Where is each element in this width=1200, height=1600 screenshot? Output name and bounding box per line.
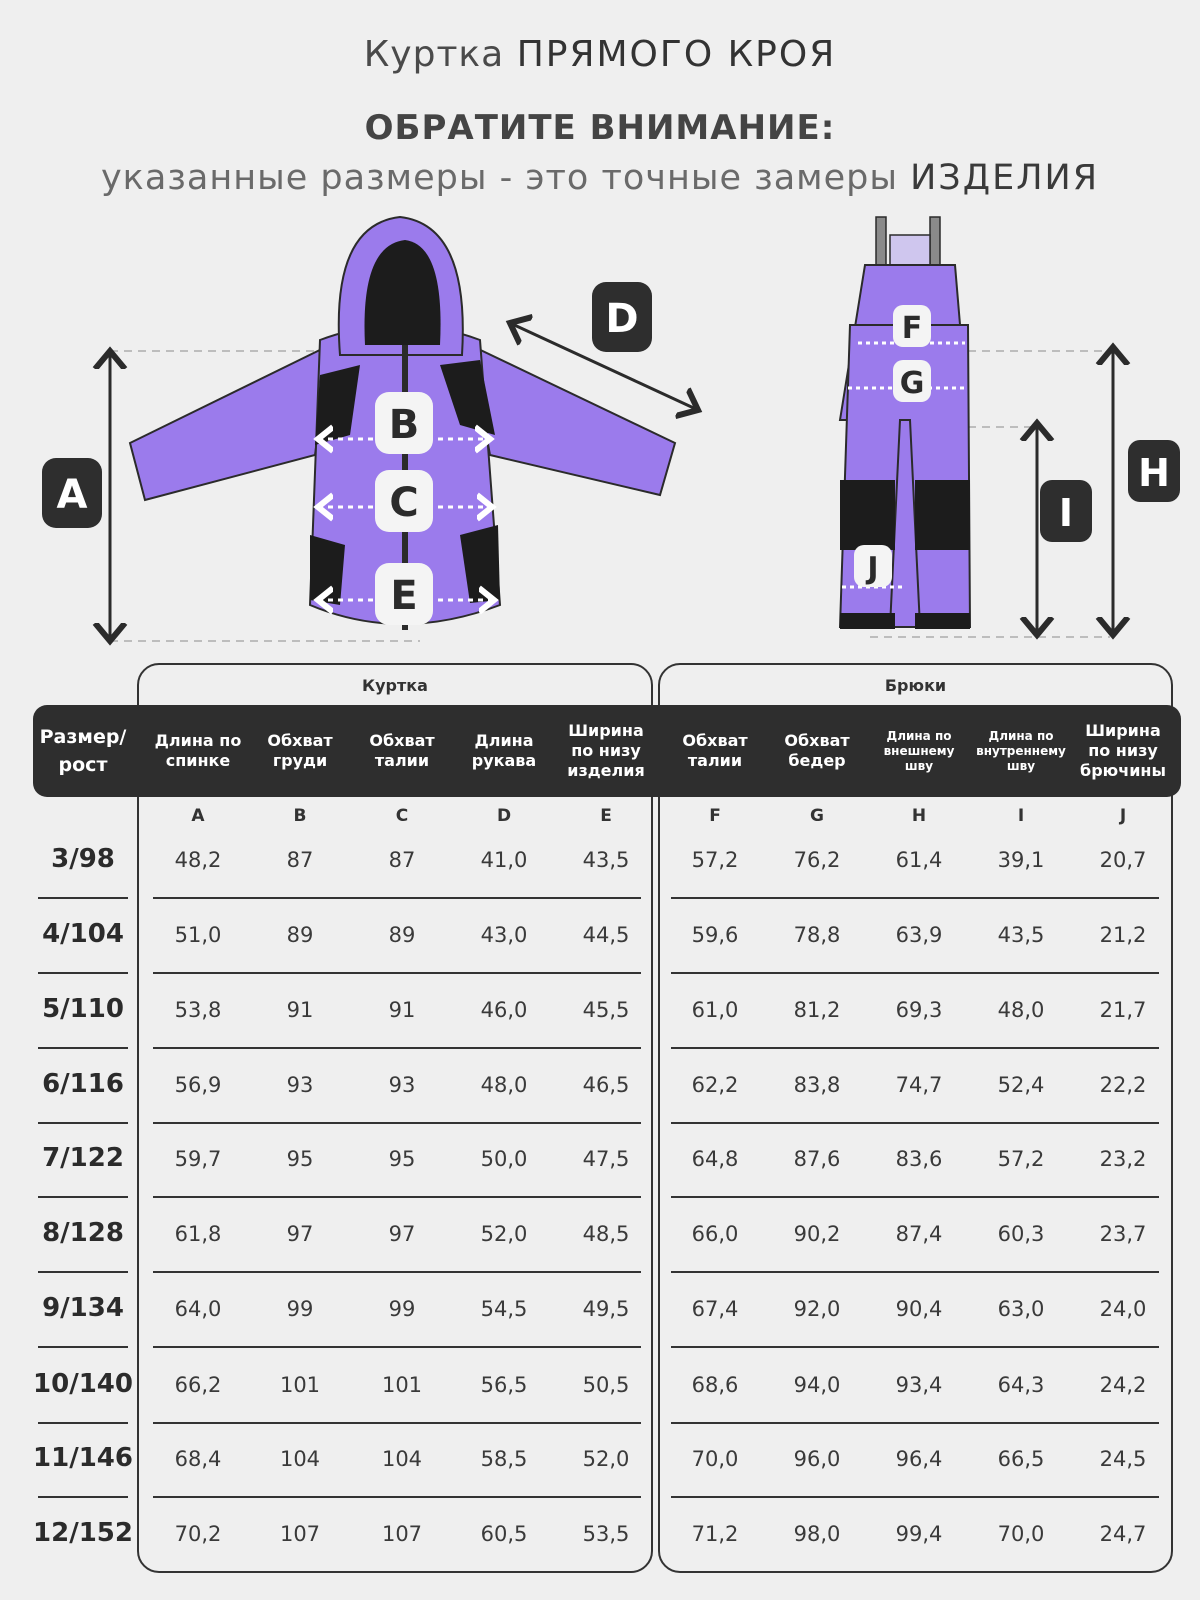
row-divider <box>38 1047 128 1049</box>
column-header: Длина по спинке <box>154 731 242 770</box>
label-i: I <box>1058 491 1074 535</box>
row-divider <box>153 1196 641 1198</box>
table-cell: 91 <box>388 998 416 1022</box>
row-divider <box>38 1122 128 1124</box>
subnote-prefix: указанные размеры - это точные замеры <box>100 158 898 198</box>
row-divider <box>153 897 641 899</box>
column-header: Длина рукава <box>471 731 537 770</box>
table-cell: 99,4 <box>895 1522 943 1546</box>
table-cell: 83,8 <box>793 1073 841 1097</box>
table-cell: 104 <box>279 1447 321 1471</box>
table-cell: 90,4 <box>895 1297 943 1321</box>
column-header: Ширина по низу брючины <box>1080 721 1166 780</box>
table-cell: 91 <box>286 998 314 1022</box>
table-cell: 57,2 <box>691 848 739 872</box>
table-cell: 21,7 <box>1099 998 1147 1022</box>
row-divider <box>671 972 1159 974</box>
table-cell: 43,5 <box>997 923 1045 947</box>
header-size-height: Размер/ рост <box>39 726 127 776</box>
table-cell: 60,3 <box>997 1222 1045 1246</box>
table-cell: 56,9 <box>174 1073 222 1097</box>
row-divider <box>153 972 641 974</box>
row-divider <box>38 1196 128 1198</box>
table-cell: 87 <box>286 848 314 872</box>
title-prefix: Куртка <box>363 34 505 75</box>
row-divider <box>153 1496 641 1498</box>
page-title <box>0 34 1200 75</box>
table-cell: 50,5 <box>582 1373 630 1397</box>
table-cell: 61,8 <box>174 1222 222 1246</box>
table-cell: 24,7 <box>1099 1522 1147 1546</box>
table-cell: 78,8 <box>793 923 841 947</box>
jacket-table-frame <box>137 663 653 1573</box>
title-bold: ПРЯМОГО КРОЯ <box>516 34 837 75</box>
row-size: 9/134 <box>42 1293 124 1323</box>
column-letter: B <box>293 806 307 826</box>
table-cell: 66,5 <box>997 1447 1045 1471</box>
row-divider <box>38 972 128 974</box>
label-f: F <box>901 311 923 346</box>
group-pants: Брюки <box>884 676 947 695</box>
row-divider <box>671 1496 1159 1498</box>
table-cell: 50,0 <box>480 1147 528 1171</box>
table-cell: 70,0 <box>691 1447 739 1471</box>
row-size: 3/98 <box>51 844 115 874</box>
row-divider <box>671 1047 1159 1049</box>
table-cell: 67,4 <box>691 1297 739 1321</box>
table-cell: 64,3 <box>997 1373 1045 1397</box>
row-divider <box>153 1047 641 1049</box>
table-cell: 44,5 <box>582 923 630 947</box>
table-cell: 24,0 <box>1099 1297 1147 1321</box>
table-cell: 56,5 <box>480 1373 528 1397</box>
column-letter: G <box>810 806 824 826</box>
notice-heading: ОБРАТИТЕ ВНИМАНИЕ: <box>364 108 836 148</box>
table-cell: 39,1 <box>997 848 1045 872</box>
table-cell: 89 <box>286 923 314 947</box>
column-letter: C <box>395 806 409 826</box>
table-cell: 81,2 <box>793 998 841 1022</box>
table-cell: 99 <box>388 1297 416 1321</box>
table-cell: 46,0 <box>480 998 528 1022</box>
table-cell: 48,0 <box>480 1073 528 1097</box>
row-size: 11/146 <box>33 1443 133 1473</box>
row-divider <box>38 897 128 899</box>
table-cell: 24,2 <box>1099 1373 1147 1397</box>
table-cell: 54,5 <box>480 1297 528 1321</box>
table-cell: 61,0 <box>691 998 739 1022</box>
table-cell: 48,0 <box>997 998 1045 1022</box>
label-j: J <box>867 551 879 586</box>
row-divider <box>38 1271 128 1273</box>
table-cell: 52,0 <box>480 1222 528 1246</box>
table-cell: 20,7 <box>1099 848 1147 872</box>
table-cell: 93 <box>286 1073 314 1097</box>
label-b: B <box>388 402 420 448</box>
table-cell: 46,5 <box>582 1073 630 1097</box>
label-a: A <box>56 472 88 518</box>
table-cell: 83,6 <box>895 1147 943 1171</box>
table-cell: 95 <box>388 1147 416 1171</box>
table-cell: 99 <box>286 1297 314 1321</box>
column-header: Обхват талии <box>682 731 748 770</box>
row-divider <box>671 1346 1159 1348</box>
table-cell: 93 <box>388 1073 416 1097</box>
column-letter: J <box>1119 806 1127 826</box>
table-cell: 96,4 <box>895 1447 943 1471</box>
row-divider <box>153 1422 641 1424</box>
table-cell: 61,4 <box>895 848 943 872</box>
table-cell: 97 <box>388 1222 416 1246</box>
table-cell: 48,5 <box>582 1222 630 1246</box>
row-size: 8/128 <box>42 1218 124 1248</box>
label-c: C <box>389 480 419 526</box>
column-header: Обхват бедер <box>784 731 850 770</box>
row-size: 5/110 <box>42 994 124 1024</box>
table-cell: 51,0 <box>174 923 222 947</box>
row-size: 4/104 <box>42 919 124 949</box>
row-divider <box>38 1422 128 1424</box>
table-cell: 98,0 <box>793 1522 841 1546</box>
row-divider <box>671 897 1159 899</box>
row-divider <box>153 1346 641 1348</box>
pants-table-frame <box>658 663 1173 1573</box>
subnote-bold: ИЗДЕЛИЯ <box>910 158 1100 198</box>
table-cell: 94,0 <box>793 1373 841 1397</box>
row-divider <box>38 1346 128 1348</box>
table-cell: 60,5 <box>480 1522 528 1546</box>
row-size: 6/116 <box>42 1069 124 1099</box>
table-cell: 63,9 <box>895 923 943 947</box>
table-cell: 64,0 <box>174 1297 222 1321</box>
column-letter: H <box>911 806 927 826</box>
column-header: Длина по внешнему шву <box>883 728 955 773</box>
row-divider <box>671 1422 1159 1424</box>
label-h: H <box>1138 451 1170 495</box>
table-cell: 59,6 <box>691 923 739 947</box>
column-header: Ширина по низу изделия <box>567 721 645 780</box>
table-cell: 76,2 <box>793 848 841 872</box>
table-cell: 68,4 <box>174 1447 222 1471</box>
table-cell: 87 <box>388 848 416 872</box>
notice-subtext <box>0 158 1200 198</box>
row-divider <box>671 1122 1159 1124</box>
table-cell: 95 <box>286 1147 314 1171</box>
column-header: Обхват груди <box>267 731 333 770</box>
column-header: Обхват талии <box>369 731 435 770</box>
table-cell: 63,0 <box>997 1297 1045 1321</box>
column-header: Длина по внутреннему шву <box>976 728 1066 773</box>
table-cell: 58,5 <box>480 1447 528 1471</box>
table-cell: 71,2 <box>691 1522 739 1546</box>
table-cell: 24,5 <box>1099 1447 1147 1471</box>
table-cell: 87,6 <box>793 1147 841 1171</box>
row-divider <box>671 1196 1159 1198</box>
table-cell: 70,0 <box>997 1522 1045 1546</box>
table-cell: 104 <box>381 1447 423 1471</box>
table-cell: 43,5 <box>582 848 630 872</box>
table-cell: 59,7 <box>174 1147 222 1171</box>
table-cell: 69,3 <box>895 998 943 1022</box>
table-cell: 41,0 <box>480 848 528 872</box>
table-cell: 74,7 <box>895 1073 943 1097</box>
table-cell: 66,2 <box>174 1373 222 1397</box>
table-cell: 66,0 <box>691 1222 739 1246</box>
row-divider <box>153 1271 641 1273</box>
table-cell: 53,5 <box>582 1522 630 1546</box>
table-cell: 23,2 <box>1099 1147 1147 1171</box>
table-cell: 87,4 <box>895 1222 943 1246</box>
row-divider <box>38 1496 128 1498</box>
table-cell: 89 <box>388 923 416 947</box>
table-cell: 47,5 <box>582 1147 630 1171</box>
table-cell: 49,5 <box>582 1297 630 1321</box>
column-letter: A <box>191 806 205 826</box>
column-letter: E <box>600 806 612 826</box>
table-cell: 52,4 <box>997 1073 1045 1097</box>
table-cell: 62,2 <box>691 1073 739 1097</box>
row-size: 10/140 <box>33 1369 133 1399</box>
table-cell: 45,5 <box>582 998 630 1022</box>
label-e: E <box>390 573 418 619</box>
table-cell: 23,7 <box>1099 1222 1147 1246</box>
table-cell: 90,2 <box>793 1222 841 1246</box>
table-cell: 22,2 <box>1099 1073 1147 1097</box>
table-cell: 68,6 <box>691 1373 739 1397</box>
label-d: D <box>605 296 639 342</box>
row-divider <box>153 1122 641 1124</box>
label-g: G <box>899 366 925 401</box>
table-cell: 43,0 <box>480 923 528 947</box>
column-letter: I <box>1017 806 1025 826</box>
row-divider <box>671 1271 1159 1273</box>
table-cell: 101 <box>279 1373 321 1397</box>
column-letter: D <box>496 806 512 826</box>
table-cell: 21,2 <box>1099 923 1147 947</box>
table-cell: 48,2 <box>174 848 222 872</box>
row-size: 7/122 <box>42 1143 124 1173</box>
table-cell: 101 <box>381 1373 423 1397</box>
table-cell: 97 <box>286 1222 314 1246</box>
column-letter: F <box>709 806 721 826</box>
table-cell: 57,2 <box>997 1147 1045 1171</box>
table-cell: 93,4 <box>895 1373 943 1397</box>
table-cell: 64,8 <box>691 1147 739 1171</box>
table-cell: 53,8 <box>174 998 222 1022</box>
table-cell: 96,0 <box>793 1447 841 1471</box>
table-cell: 92,0 <box>793 1297 841 1321</box>
table-cell: 52,0 <box>582 1447 630 1471</box>
row-size: 12/152 <box>33 1518 133 1548</box>
table-cell: 70,2 <box>174 1522 222 1546</box>
garment-illustration <box>0 205 1200 650</box>
group-jacket: Куртка <box>362 676 428 695</box>
table-cell: 107 <box>381 1522 423 1546</box>
table-cell: 107 <box>279 1522 321 1546</box>
